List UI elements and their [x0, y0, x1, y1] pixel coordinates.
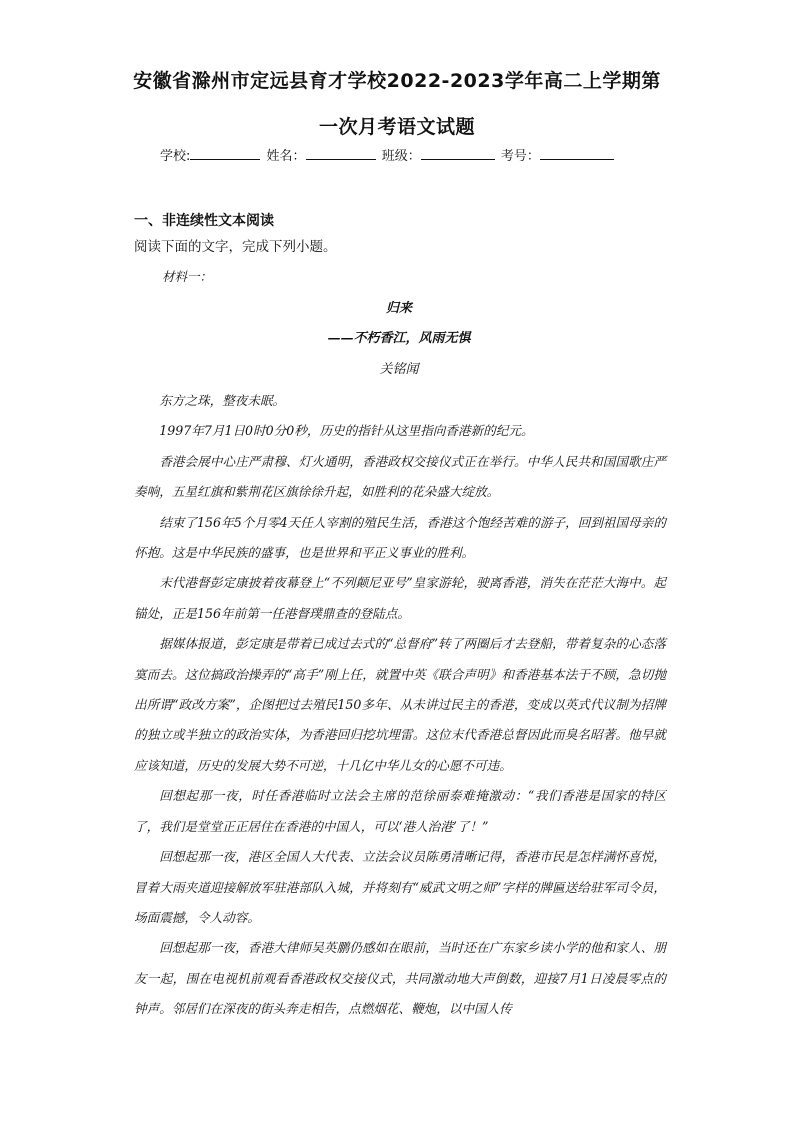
exam-title-line2: 一次月考语文试题 — [318, 116, 475, 138]
instruction-text: 阅读下面的文字，完成下列小题。 — [134, 239, 337, 255]
section-heading: 一、非连续性文本阅读 — [134, 213, 274, 229]
name-label: 姓名： — [266, 149, 306, 164]
article-paragraph: 1997年7月1日0时0分0秒，历史的指针从这里指向香港新的纪元。 — [159, 423, 534, 439]
article-paragraph: 回想起那一夜，港区全国人大代表、立法会议员陈勇清晰记得，香港市民是怎样满怀喜悦，冒着大雨夹道迎接解放军驻港部队入城，并将刻有“威武文明之师”字样的牌匾送给驻军司令员，场面震撼，令人动容。 — [134, 849, 666, 925]
school-blank[interactable] — [190, 147, 260, 160]
article-paragraph: 据媒体报道，彭定康是带着已成过去式的“总督府”转了两圈后才去登船，带着复杂的心态落寞而去。这位搞政治操弄的“高手”刚上任，就置中英《联合声明》和香港基本法于不顾，急切抛出所谓“政改方案”，企图把过去殖民150多年、从未讲过民主的香港，变成以英式代议制为招牌的独立或半独立的政治实体，为香港回归挖坑埋雷。这位末代香港总督因此而臭名昭著。他早就应该知道，历史的发展大势不可逆，十几亿中华儿女的心愿不可违。 — [134, 636, 666, 773]
school-label: 学校: — [160, 149, 191, 164]
article-paragraph: 回想起那一夜，时任香港临时立法会主席的范徐丽泰难掩激动：“我们香港是国家的特区了，我们是堂堂正正居住在香港的中国人，可以‘港人治港’了！” — [134, 788, 666, 834]
number-label: 考号： — [500, 149, 540, 164]
article-paragraph: 结束了156年5个月零4天任人宰割的殖民生活，香港这个饱经苦难的游子，回到祖国母亲的怀抱。这是中华民族的盛事，也是世界和平正义事业的胜利。 — [134, 514, 666, 561]
article-title: 归来 — [385, 301, 412, 316]
article-subtitle: ——不朽香江，风雨无惧 — [327, 331, 471, 346]
article-paragraph: 回想起那一夜，香港大律师吴英鹏仍感如在眼前，当时还在广东家乡读小学的他和家人、朋友一起，围在电视机前观看香港政权交接仪式，共同激动地大声倒数，迎接7月1日凌晨零点的钟声。邻居们在深夜的街头奔走相告，点燃烟花、鞭炮，以中国人传 — [134, 940, 666, 1017]
article-paragraph: 香港会展中心庄严肃穆、灯火通明，香港政权交接仪式正在举行。中华人民共和国国歌庄严奏响，五星红旗和紫荆花区旗徐徐升起，如胜利的花朵盛大绽放。 — [134, 453, 666, 500]
name-blank[interactable] — [306, 147, 376, 160]
class-blank[interactable] — [421, 147, 495, 160]
student-info-row — [160, 145, 616, 164]
class-label: 班级： — [381, 149, 421, 164]
material-label: 材料一： — [162, 269, 213, 284]
article-author: 关铭闻 — [379, 362, 419, 377]
number-blank[interactable] — [540, 147, 614, 160]
article-paragraph: 东方之珠，整夜未眠。 — [159, 393, 286, 408]
exam-title-line1: 安徽省滁州市定远县育才学校2022-2023学年高二上学期第 — [133, 70, 661, 92]
article-body — [134, 386, 666, 1025]
article-paragraph: 末代港督彭定康披着夜幕登上“不列颠尼亚号”皇家游轮，驶离香港，消失在茫茫大海中。起锚处，正是156年前第一任港督璞鼎查的登陆点。 — [134, 575, 666, 621]
